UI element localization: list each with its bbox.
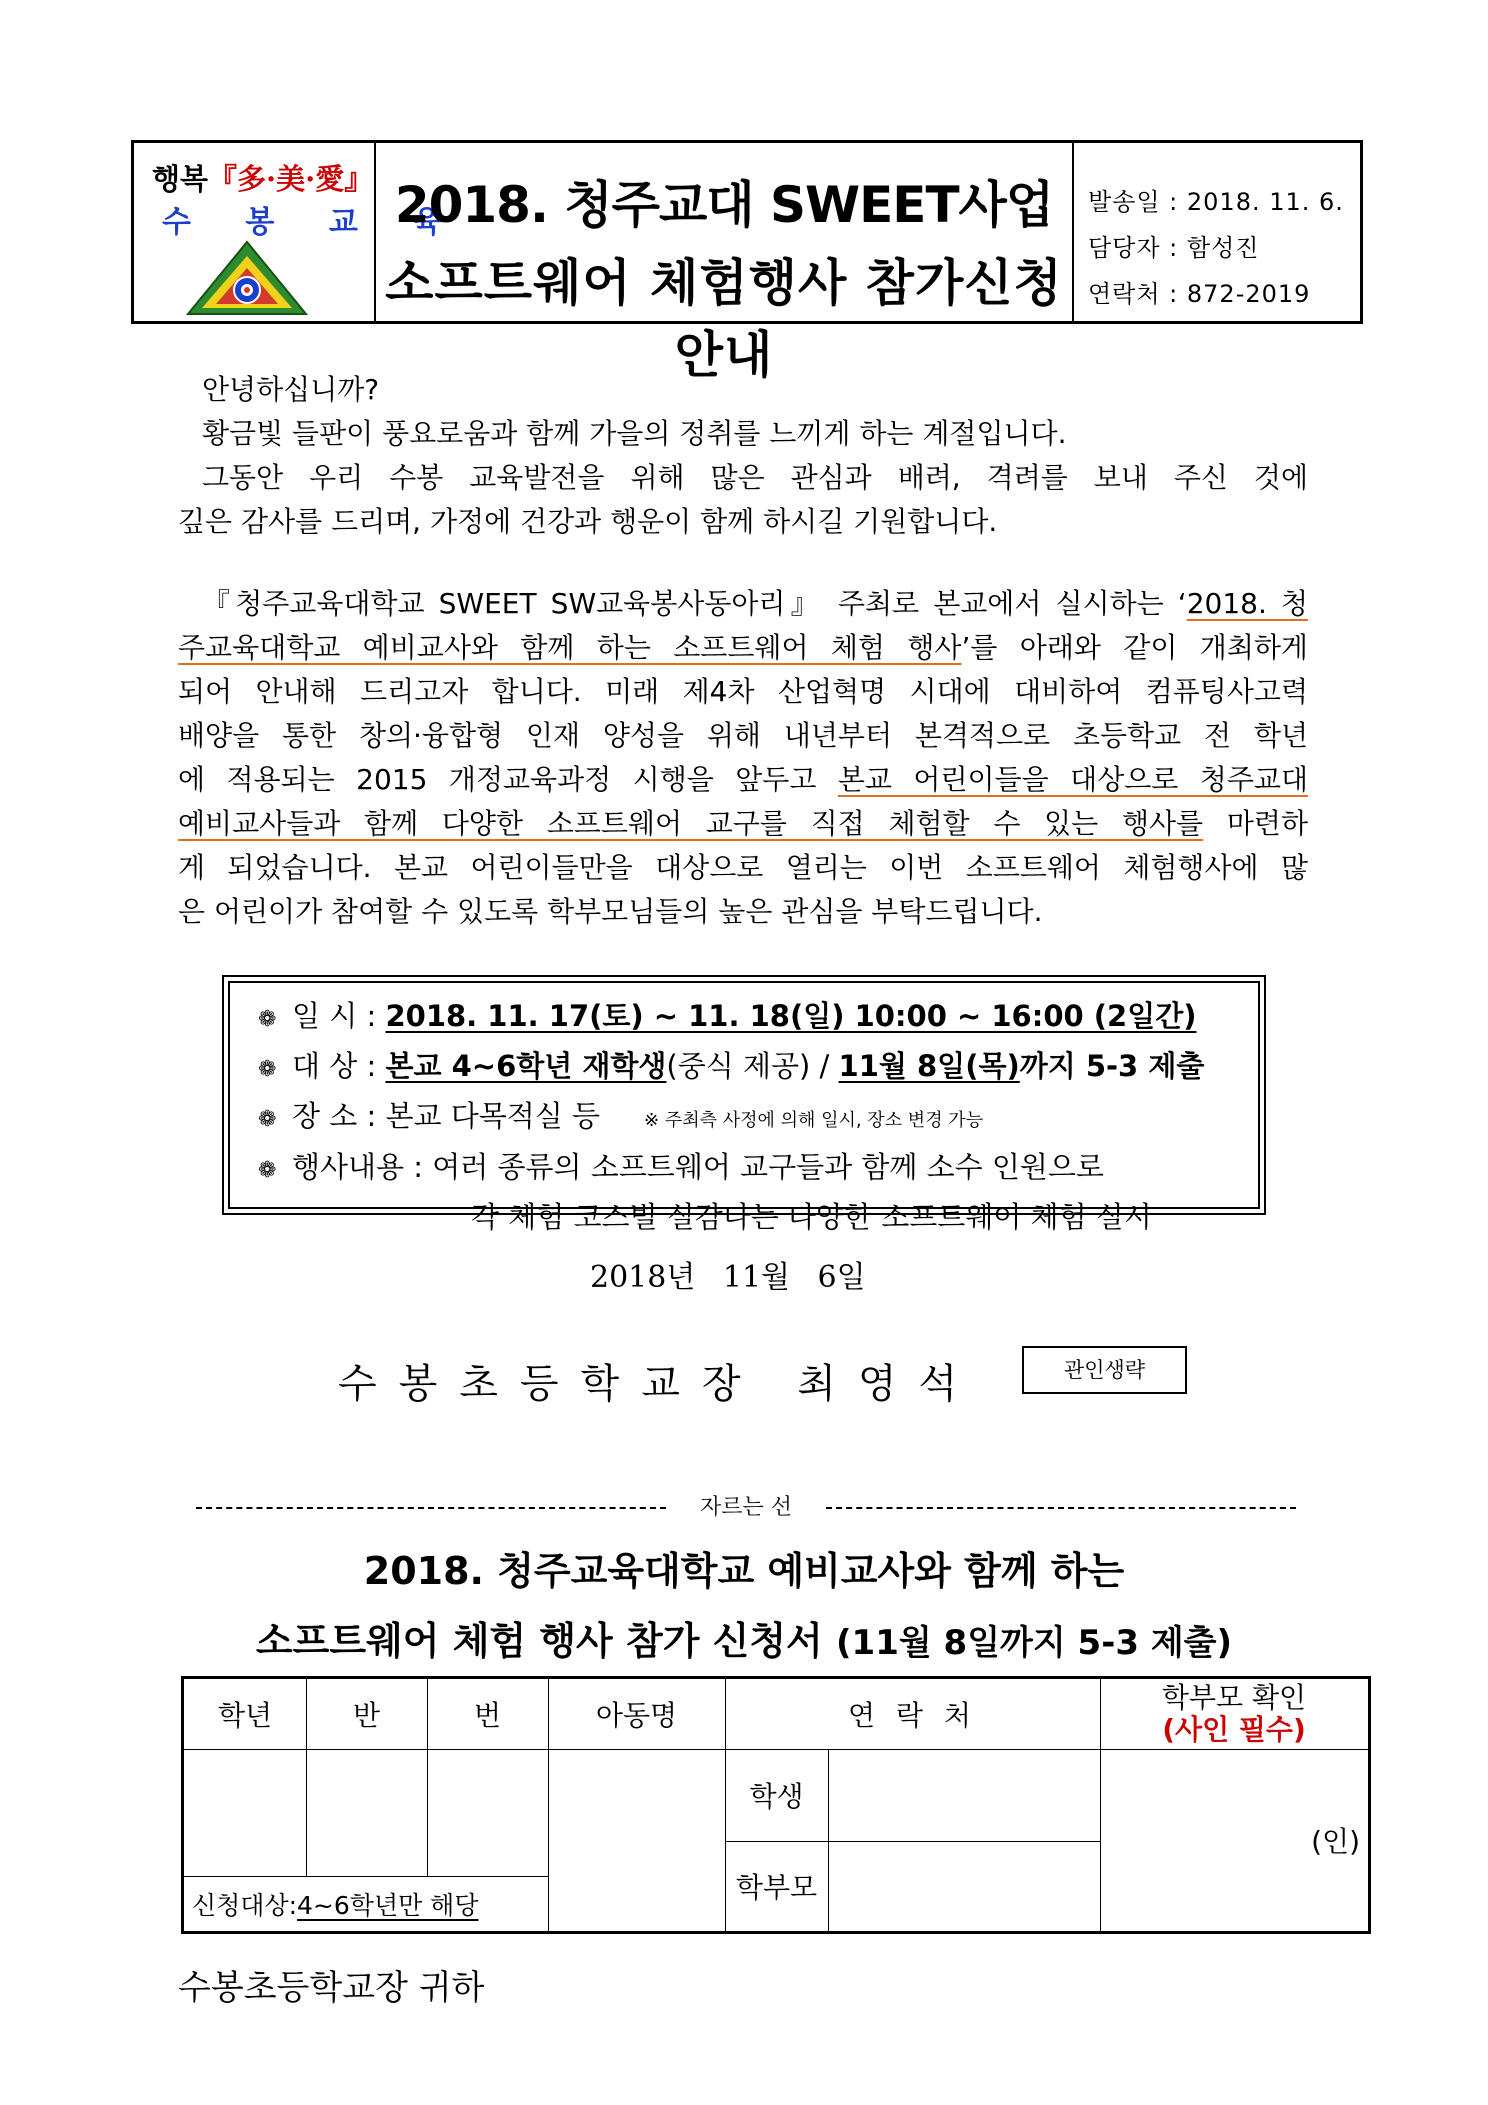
row-parent-label: 학부모 (735, 1871, 818, 1904)
body-highlight: 2018. 청 (1186, 587, 1308, 620)
greeting: 안녕하십니까? (202, 373, 380, 406)
body-line-1 (178, 582, 1308, 626)
info-date-value: 2018. 11. 17(토) ~ 11. 18(일) 10:00 ~ 16:00 (2일간) (385, 999, 1197, 1033)
document-title-line2: 소프트웨어 체험행사 참가신청 안내 (385, 254, 1063, 384)
body-text: 『청주교육대학교 SWEET SW교육봉사동아리』 주최로 본교에서 실시하는 ‘ (202, 587, 1187, 620)
info-deadline-suffix: 까지 5-3 제출 (1019, 1049, 1205, 1083)
title-cell (376, 143, 1074, 384)
dashed-line (196, 1507, 666, 1509)
info-place-value: 본교 다목적실 등 (385, 1099, 601, 1133)
contact-number: 연락처 : 872-2019 (1088, 280, 1311, 308)
motto-hanja: 『多·美·愛』 (208, 162, 374, 196)
body-line-5 (178, 758, 1308, 802)
body-highlight: 예비교사들과 함께 다양한 소프트웨어 교구를 직접 체험할 수 있는 행사를 (178, 807, 1204, 840)
cut-line (196, 1490, 1296, 1521)
col-parent-confirm (1100, 1679, 1368, 1749)
body-text: ’를 아래와 같이 개최하게 (961, 631, 1308, 664)
info-place-note: ※ 주최측 사정에 의해 일시, 장소 변경 가능 (644, 1110, 984, 1131)
school-emblem-icon (182, 238, 312, 318)
info-label: 대 상 : (292, 1049, 386, 1083)
flower-bullet-icon: ❁ (258, 1107, 277, 1132)
input-student-contact[interactable] (828, 1749, 1100, 1841)
event-info-inner (228, 981, 1260, 1234)
parent-signature-field[interactable] (1100, 1749, 1368, 1931)
col-number: 번 (473, 1699, 502, 1732)
flower-bullet-icon: ❁ (258, 1158, 277, 1183)
header-box (131, 140, 1363, 384)
col-grade: 학년 (217, 1699, 273, 1732)
flower-bullet-icon: ❁ (258, 1007, 277, 1032)
addressee: 수봉초등학교장 귀하 (178, 1968, 485, 2008)
body-line-3: 되어 안내해 드리고자 합니다. 미래 제4차 산업혁명 시대에 대비하여 컴퓨팅사고력 (178, 675, 1308, 708)
issue-date: 2018년 11월 6일 (590, 1260, 866, 1295)
body-line-2 (178, 626, 1308, 670)
manager: 담당자 : 함성진 (1088, 234, 1260, 262)
body-line-7: 게 되었습니다. 본교 어린이들만을 대상으로 열리는 이번 소프트웨어 체험행사에 많 (178, 851, 1308, 884)
intro-paragraph-2a: 그동안 우리 수봉 교육발전을 위해 많은 관심과 배려, 격려를 보내 주신 것에 (202, 461, 1308, 494)
meta-cell (1074, 143, 1360, 321)
input-child-name[interactable] (548, 1749, 725, 1931)
col-parent-label: 학부모 확인 (1161, 1681, 1307, 1714)
info-content-value: 여러 종류의 소프트웨어 교구들과 함께 소수 인원으로 (432, 1150, 1104, 1184)
school-motto-cell (134, 143, 464, 321)
seal-mark: (인) (1311, 1825, 1360, 1858)
body-highlight: 본교 어린이들을 대상으로 청주교대 (837, 763, 1308, 796)
target-note-value: 4~6학년만 해당 (297, 1890, 479, 1920)
form-title-line2 (0, 1610, 1488, 1665)
input-class[interactable] (306, 1749, 427, 1876)
motto-line (152, 157, 373, 198)
send-date: 발송일 : 2018. 11. 6. (1088, 188, 1344, 216)
event-info-box (222, 975, 1266, 1234)
info-place-row (258, 1093, 1258, 1144)
body-highlight: 주교육대학교 예비교사와 함께 하는 소프트웨어 체험 행사 (178, 631, 962, 664)
document-title-line1: 2018. 청주교대 SWEET사업 (394, 176, 1054, 234)
intro-paragraph-1: 황금빛 들판이 풍요로움과 함께 가을의 정취를 느끼게 하는 계절입니다. (202, 417, 1067, 450)
col-class: 반 (352, 1699, 381, 1732)
intro-paragraph-2b: 깊은 감사를 드리며, 가정에 건강과 행운이 함께 하시길 기원합니다. (178, 505, 998, 538)
input-parent-contact[interactable] (828, 1841, 1100, 1931)
signature-required-note: (사인 필수) (1162, 1713, 1306, 1746)
info-label: 행사내용 : (292, 1150, 433, 1184)
target-note-label: 신청대상: (192, 1890, 298, 1920)
target-note (184, 1876, 548, 1931)
school-motto: 수 봉 교 육 (162, 205, 464, 240)
info-deadline: 11월 8일(목) (838, 1049, 1020, 1083)
body-line-6 (178, 802, 1308, 846)
form-title-main: 소프트웨어 체험 행사 참가 신청서 (255, 1619, 823, 1663)
info-date-row (258, 993, 1258, 1043)
info-target-note: (중식 제공) / (666, 1049, 839, 1083)
motto-prefix: 행복 (152, 162, 209, 196)
body-line-8: 은 어린이가 참여할 수 있도록 학부모님들의 높은 관심을 부탁드립니다. (178, 895, 1043, 928)
main-paragraph (178, 582, 1308, 934)
input-grade[interactable] (184, 1749, 306, 1876)
form-title-line1: 2018. 청주교육대학교 예비교사와 함께 하는 (363, 1549, 1125, 1593)
info-label: 일 시 : (292, 999, 386, 1033)
dashed-line (826, 1507, 1296, 1509)
col-contact: 연 락 처 (848, 1699, 977, 1732)
input-number[interactable] (427, 1749, 548, 1876)
intro-section (178, 368, 1308, 544)
info-target-row (258, 1043, 1258, 1093)
info-target-value: 본교 4~6학년 재학생 (385, 1049, 667, 1083)
info-label: 장 소 : (292, 1099, 386, 1133)
info-content-row (258, 1144, 1258, 1194)
principal-name: 수봉초등학교장 최영석 (338, 1361, 980, 1407)
row-student-label: 학생 (749, 1780, 804, 1813)
body-line-4: 배양을 통한 창의·융합형 인재 양성을 위해 내년부터 본격적으로 초등학교 전 학년 (178, 719, 1308, 752)
seal-omitted-box: 관인생략 (1022, 1346, 1187, 1394)
flower-bullet-icon: ❁ (258, 1057, 277, 1082)
form-title-deadline: (11월 8일까지 5-3 제출) (836, 1623, 1233, 1663)
body-text: 에 적용되는 2015 개정교육과정 시행을 앞두고 (178, 763, 838, 796)
body-text: 마련하 (1203, 807, 1308, 840)
application-form-table (181, 1676, 1371, 1934)
cut-line-label: 자르는 선 (699, 1495, 792, 1520)
col-child-name: 아동명 (595, 1699, 678, 1732)
info-content-row-2: 각 체험 코스별 실감나는 다양한 소프트웨어 체험 실시 (471, 1200, 1152, 1234)
